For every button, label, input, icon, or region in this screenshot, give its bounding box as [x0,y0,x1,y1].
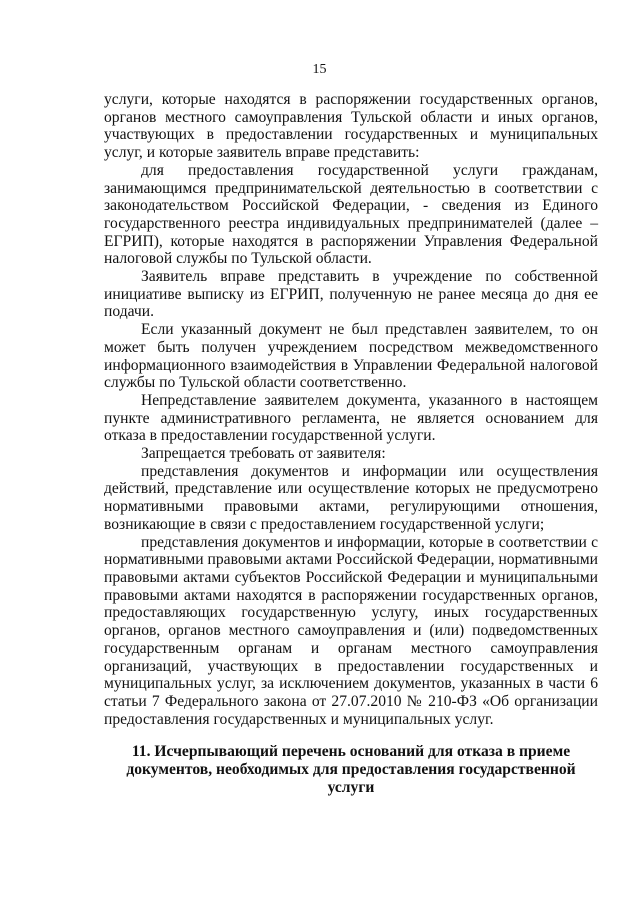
paragraph: Запрещается требовать от заявителя: [141,445,386,463]
paragraph: услуги, которые находятся в распоряжении государственных органов, органов местного самоуправления Тульской области и иных органов, участвующих в предоставлении государственных и муниципальных услуг, и которые заявитель вправе представить: [104,91,598,162]
paragraph: для предоставления государственной услуги гражданам, занимающимся предпринимательской деятельностью в соответствии с законодательством Российской Федерации, - сведения из Единого государственного реестра индивидуальных предпринимателей (далее – ЕГРИП), которые находятся в распоряжении Управления Федеральной налоговой службы по Тульской области. [104,161,598,268]
paragraph: Непредставление заявителем документа, указанного в настоящем пункте административного регламента, не является основанием для отказа в предоставлении государственной услуги. [104,391,598,445]
paragraph: представления документов и информации или осуществления действий, представление или осуществление которых не предусмотрено нормативными правовыми актами, регулирующими отношения, возникающие в связи с предоставлением государственной услуги; [104,462,598,533]
section-heading [104,743,598,797]
section-heading-line: 11. Исчерпывающий перечень оснований для отказа в приеме [131,743,571,760]
paragraph: Если указанный документ не был представлен заявителем, то он может быть получен учреждением посредством межведомственного информационного взаимодействия в Управлении Федеральной налоговой службы по Тульской области соответственно. [104,321,598,392]
body-text [104,91,598,728]
page-number: 15 [312,62,327,77]
paragraph: Заявитель вправе представить в учреждение по собственной инициативе выписку из ЕГРИП, полученную не ранее месяца до дня ее подачи. [104,268,598,321]
section-heading-line: документов, необходимых для предоставления государственной услуги [126,761,576,796]
paragraph: представления документов и информации, которые в соответствии с нормативными правовыми актами Российской Федерации, нормативными правовыми актами субъектов Российской Федерации и муниципальными правовыми актами находятся в распоряжении государственных органов, предоставляющих государственную услугу, иных государственных органов, органов местного самоуправления и (или) подведомственных государственным органам и органам местного самоуправления организаций, участвующих в предоставлении государственных и муниципальных услуг, за исключением документов, указанных в части 6 статьи 7 Федерального закона от 27.07.2010 № 210-ФЗ «Об организации предоставления государственных и муниципальных услуг. [104,533,598,728]
